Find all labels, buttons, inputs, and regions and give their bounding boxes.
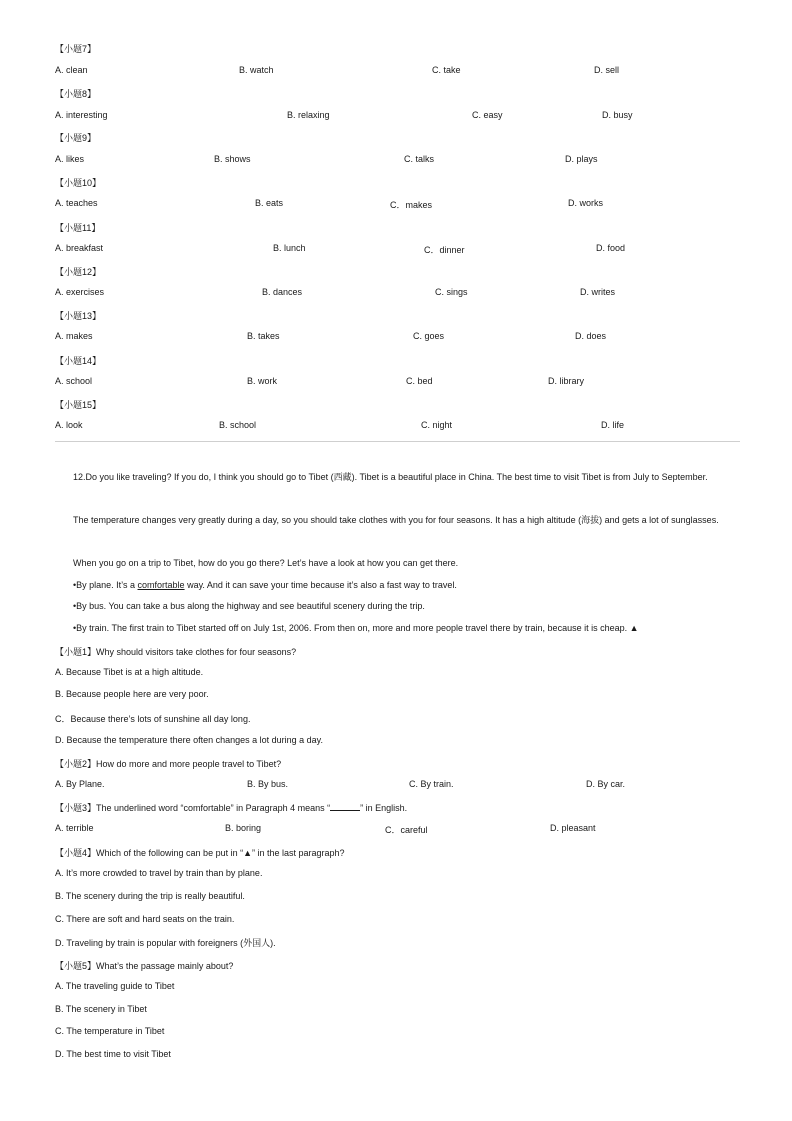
q4-option-a: A. It’s more crowded to travel by train than by plane.: [55, 868, 263, 878]
option-d: D. sell: [594, 65, 620, 75]
option-b: B. eats: [255, 198, 284, 208]
option-d: D. writes: [580, 287, 616, 297]
option-d: D. life: [601, 420, 625, 430]
option-b: B. watch: [239, 65, 274, 75]
underlined-word: comfortable: [137, 580, 185, 590]
q2-option-b: B. By bus.: [247, 779, 289, 789]
q5-option-c: C. The temperature in Tibet: [55, 1026, 165, 1036]
option-d: D. food: [596, 243, 626, 253]
option-c: C. sings: [435, 287, 468, 297]
question-label: 【小题8】: [55, 89, 97, 99]
q5-option-d: D. The best time to visit Tibet: [55, 1049, 171, 1059]
option-d: D. does: [575, 331, 607, 341]
question-label: 【小题9】: [55, 133, 97, 143]
option-c: C．dinner: [424, 245, 465, 255]
question-label: 【小题14】: [55, 356, 102, 366]
option-b: B. lunch: [273, 243, 306, 253]
q5-option-b: B. The scenery in Tibet: [55, 1004, 147, 1014]
answer-blank: [330, 802, 360, 811]
option-d: D. works: [568, 198, 604, 208]
option-b: B. dances: [262, 287, 303, 297]
q4-option-c: C. There are soft and hard seats on the train.: [55, 914, 235, 924]
option-a: A. look: [55, 420, 83, 430]
stem-text: ” in English.: [360, 803, 408, 813]
option-a: A. breakfast: [55, 243, 104, 253]
option-a: A. interesting: [55, 110, 108, 120]
question-label: 【小题13】: [55, 311, 102, 321]
question-label: 【小题11】: [55, 223, 101, 233]
q2-option-c: C. By train.: [409, 779, 454, 789]
passage-paragraph-2: The temperature changes very greatly during a day, so you should take clothes with you for four seasons. It has a high altitude (海拔) and gets a lot of sunglasses.: [73, 515, 719, 525]
option-a: A. school: [55, 376, 93, 386]
section-divider: [55, 441, 740, 442]
option-a: A. likes: [55, 154, 85, 164]
q3-option-c: C．careful: [385, 825, 428, 835]
option-c: C. take: [432, 65, 461, 75]
question-stem-3: [55, 801, 407, 814]
q3-option-a: A. terrible: [55, 823, 94, 833]
option-b: B. school: [219, 420, 257, 430]
option-c: C. goes: [413, 331, 445, 341]
option-a: A. clean: [55, 65, 88, 75]
passage-text: •By plane. It’s a: [73, 580, 138, 590]
option-b: B. work: [247, 376, 278, 386]
option-b: B. takes: [247, 331, 280, 341]
passage-paragraph-4: [55, 575, 739, 597]
option-a: A. makes: [55, 331, 93, 341]
passage-paragraph-1: 12.Do you like traveling? If you do, I think you should go to Tibet (西藏). Tibet is a beautiful place in China. The best time to visit Tibet is from July to September.: [73, 472, 708, 482]
q1-option-a: A. Because Tibet is at a high altitude.: [55, 667, 204, 677]
option-d: D. busy: [602, 110, 633, 120]
option-b: B. shows: [214, 154, 251, 164]
option-b: B. relaxing: [287, 110, 330, 120]
question-stem-1: 【小题1】Why should visitors take clothes for four seasons?: [55, 647, 297, 657]
q4-option-d: D. Traveling by train is popular with foreigners (外国人).: [55, 938, 276, 948]
passage-paragraph-5: •By bus. You can take a bus along the highway and see beautiful scenery during the trip.: [73, 601, 425, 611]
option-a: A. teaches: [55, 198, 98, 208]
q2-option-d: D. By car.: [586, 779, 626, 789]
option-c: C. easy: [472, 110, 503, 120]
q3-option-b: B. boring: [225, 823, 262, 833]
question-label: 【小题15】: [55, 400, 102, 410]
option-c: C．makes: [390, 200, 433, 210]
q1-option-c: C．Because there’s lots of sunshine all day long.: [55, 714, 251, 724]
question-stem-5: 【小题5】What’s the passage mainly about?: [55, 961, 234, 971]
option-d: D. library: [548, 376, 585, 386]
stem-text: 【小题3】The underlined word “comfortable” in Paragraph 4 means “: [55, 803, 331, 813]
q1-option-d: D. Because the temperature there often changes a lot during a day.: [55, 735, 324, 745]
passage-text: way. And it can save your time because it’s also a fast way to travel.: [184, 580, 457, 590]
question-label: 【小题12】: [55, 267, 102, 277]
question-stem-4: 【小题4】Which of the following can be put in “▲” in the last paragraph?: [55, 848, 345, 858]
q3-option-d: D. pleasant: [550, 823, 596, 833]
option-c: C. night: [421, 420, 453, 430]
q1-option-b: B. Because people here are very poor.: [55, 689, 209, 699]
option-a: A. exercises: [55, 287, 105, 297]
option-c: C. bed: [406, 376, 433, 386]
option-d: D. plays: [565, 154, 598, 164]
q4-option-b: B. The scenery during the trip is really beautiful.: [55, 891, 245, 901]
q2-option-a: A. By Plane.: [55, 779, 105, 789]
option-c: C. talks: [404, 154, 435, 164]
passage-paragraph-6: •By train. The first train to Tibet started off on July 1st, 2006. From then on, more and more people travel there by train, because it is cheap. ▲: [73, 623, 639, 633]
q5-option-a: A. The traveling guide to Tibet: [55, 981, 175, 991]
question-label: 【小题10】: [55, 178, 102, 188]
passage-paragraph-3: When you go on a trip to Tibet, how do you go there? Let’s have a look at how you can get there.: [73, 558, 459, 568]
question-label: 【小题7】: [55, 44, 97, 54]
question-stem-2: 【小题2】How do more and more people travel to Tibet?: [55, 759, 282, 769]
